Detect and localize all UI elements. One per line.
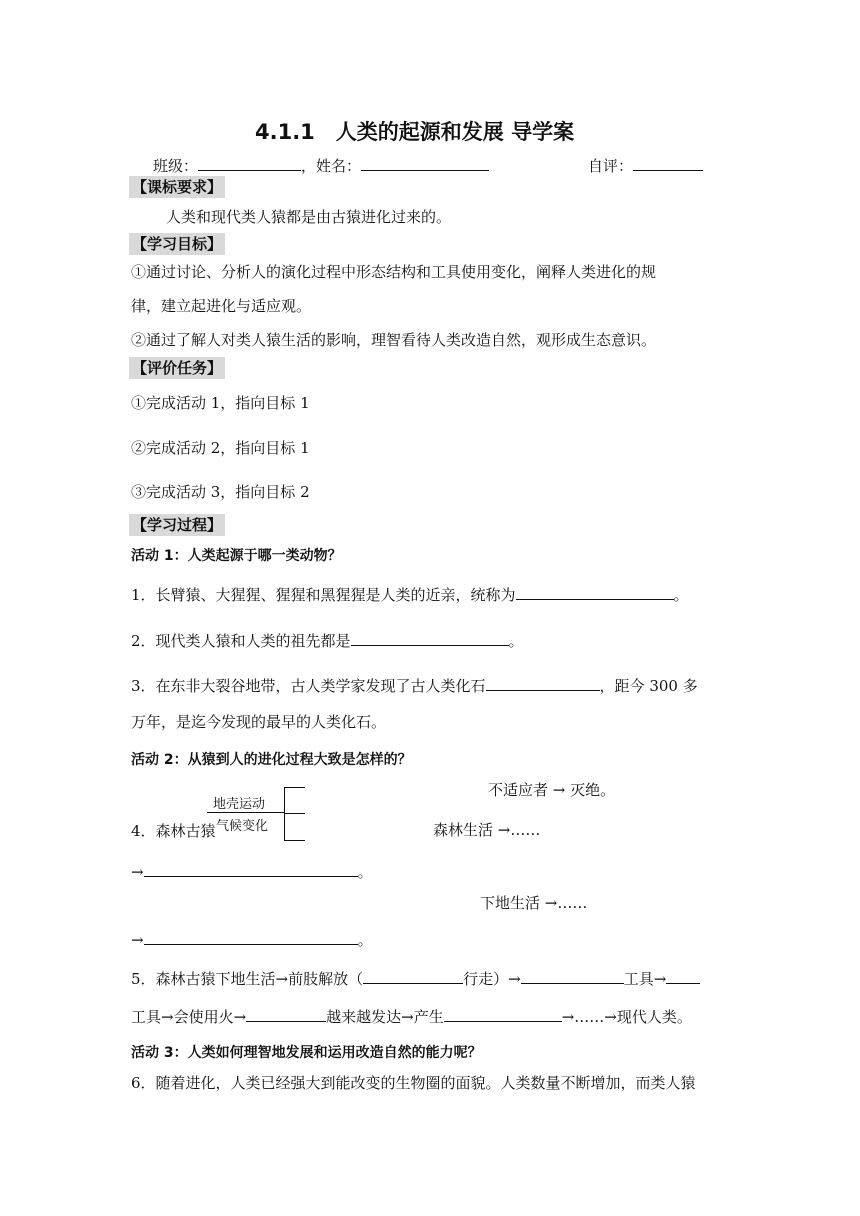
question-1-blank[interactable] <box>516 584 674 600</box>
question-6: 6．随着进化，人类已经强大到能改变的生物圈的面貌。人类数量不断增加，而类人猿 <box>131 1074 696 1092</box>
ground-result-end: 。 <box>357 931 373 949</box>
info-row <box>153 155 489 176</box>
goal-1-line-2: 律，建立起进化与适应观。 <box>131 297 312 315</box>
question-5-text-f: →……→现代人类。 <box>561 1008 692 1026</box>
question-5-text-c: 工具→ <box>623 970 667 988</box>
class-label: 班级： <box>153 157 199 175</box>
question-1-text: 1．长臂猿、大猩猩、猩猩和黑猩猩是人类的近亲，统称为 <box>131 586 516 604</box>
activity-2-heading: 活动 2：从猿到人的进化过程大致是怎样的？ <box>131 752 412 768</box>
task-1: ①完成活动 1，指向目标 1 <box>131 394 310 412</box>
ground-life: 下地生活 →…… <box>480 894 588 912</box>
eval-field[interactable] <box>633 155 703 171</box>
question-3-line-1 <box>131 675 698 696</box>
ground-result-row <box>131 929 373 950</box>
activity-1-heading: 活动 1：人类起源于哪一类动物？ <box>131 548 342 564</box>
question-5-text-a: 5．森林古猿下地生活→前肢解放（ <box>131 970 364 988</box>
question-5-text-b: 行走）→ <box>463 970 521 988</box>
question-4-label: 4．森林古猿 <box>131 822 216 840</box>
section-standard: 【课标要求】 <box>129 176 225 198</box>
question-5-text-e: 越来越发达→产生 <box>326 1008 444 1026</box>
name-field[interactable] <box>361 155 489 171</box>
arrow-icon: → <box>131 863 144 881</box>
activity-3-heading: 活动 3：人类如何理智地发展和运用改造自然的能力呢？ <box>131 1045 482 1061</box>
question-3-text: 3．在东非大裂谷地带，古人类学家发现了古人类化石 <box>131 677 486 695</box>
section-process: 【学习过程】 <box>129 514 225 536</box>
ground-result-blank[interactable] <box>144 929 358 945</box>
question-5-text-d: 工具→会使用火→ <box>131 1008 247 1026</box>
question-5-line-2 <box>131 1006 692 1027</box>
question-5-line-1 <box>131 968 700 989</box>
bracket-vertical <box>284 787 285 841</box>
task-3: ③完成活动 3，指向目标 2 <box>131 483 310 501</box>
question-5-blank-5[interactable] <box>444 1006 562 1022</box>
arrow-icon: → <box>131 931 144 949</box>
question-3-cont: ，距今 300 多 <box>599 677 698 695</box>
question-2-end: 。 <box>508 632 524 650</box>
goal-1-line-1: ①通过讨论、分析人的演化过程中形态结构和工具使用变化，阐释人类进化的规 <box>131 263 657 281</box>
forest-life: 森林生活 →…… <box>433 821 541 839</box>
crust-movement-label: 地壳运动 <box>213 797 266 812</box>
question-1 <box>131 584 689 605</box>
class-field[interactable] <box>198 155 301 171</box>
question-1-end: 。 <box>673 586 689 604</box>
forest-result-end: 。 <box>357 863 373 881</box>
diagram-line-top <box>207 812 285 813</box>
bracket-bottom <box>284 840 305 841</box>
bracket-top <box>284 787 305 788</box>
unfit-extinct: 不适应者 → 灭绝。 <box>488 781 616 799</box>
question-5-blank-1[interactable] <box>363 968 463 984</box>
bracket-middle <box>284 813 305 814</box>
section-tasks: 【评价任务】 <box>129 357 225 379</box>
task-2: ②完成活动 2，指向目标 1 <box>131 439 310 457</box>
eval-label: 自评： <box>588 157 634 175</box>
goal-2: ②通过了解人对类人猿生活的影响，理智看待人类改造自然，观形成生态意识。 <box>131 331 657 349</box>
question-5-blank-3[interactable] <box>666 968 700 984</box>
name-label: ，姓名： <box>301 157 362 175</box>
question-5-blank-2[interactable] <box>521 968 624 984</box>
question-5-blank-4[interactable] <box>246 1006 326 1022</box>
forest-result-blank[interactable] <box>144 861 358 877</box>
question-2-blank[interactable] <box>351 630 509 646</box>
standard-text: 人类和现代类人猿都是由古猿进化过来的。 <box>166 208 452 226</box>
page-title: 4.1.1 人类的起源和发展 导学案 <box>255 120 575 144</box>
self-eval <box>588 155 703 176</box>
section-goals: 【学习目标】 <box>129 233 225 255</box>
climate-change-label: 气候变化 <box>216 819 269 834</box>
question-2 <box>131 630 524 651</box>
question-3-line-2: 万年，是迄今发现的最早的人类化石。 <box>131 713 387 731</box>
question-2-text: 2．现代类人猿和人类的祖先都是 <box>131 632 351 650</box>
forest-result-row <box>131 861 373 882</box>
question-3-blank[interactable] <box>486 675 600 691</box>
